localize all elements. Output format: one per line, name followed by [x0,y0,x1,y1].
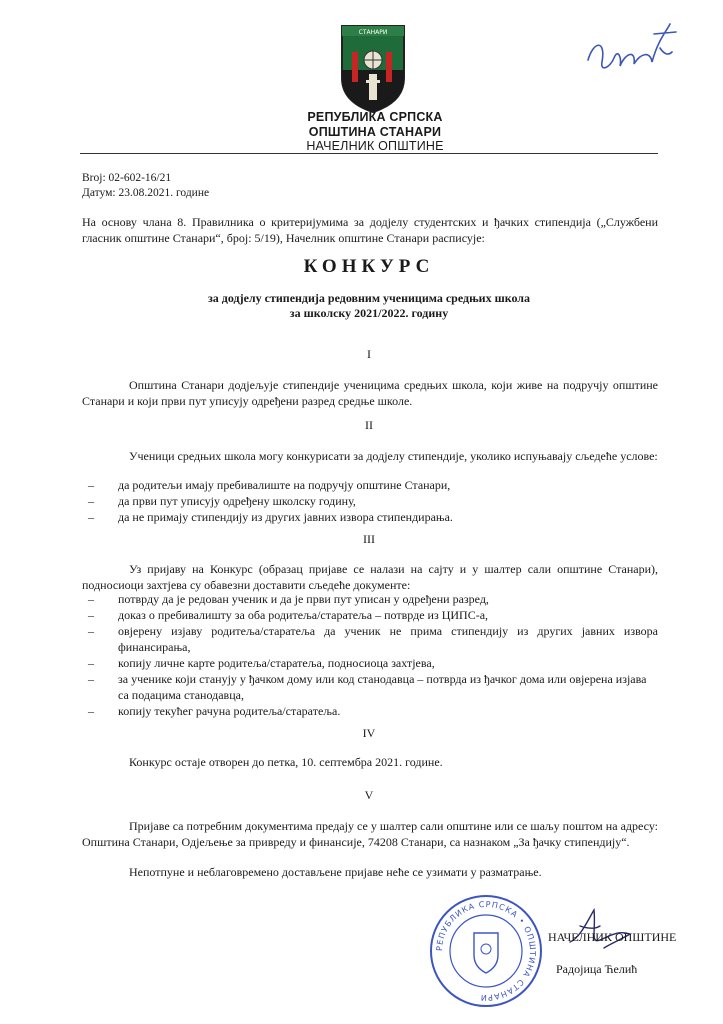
intro-paragraph: На основу члана 8. Правилника о критеријумима за додјелу студентских и ђачких стипендија („Службени гласник општине Станари“, број: 5/19), Начелник општине Станари расписује: [82,215,658,245]
section-4-text: Конкурс остаје отворен до петка, 10. септембра 2021. године. [129,755,443,769]
document-page: СТАНАРИ РЕПУБЛИКА СРПСКА ОПШТИНА СТАНАРИ НАЧЕЛНИК ОПШТИНЕ Broj: 02-602-16/21 Датум: 23.08.2021. године На основу члана 8. Правилника о критеријумима за додјелу студентских и ђачких стипендија („Службени гласник општине Станари“, број: 5/19), Начелник општине Станари расписује: КОНКУРС за додјелу стипендија редовним ученицима средњих школа за школску 2021/2022. годину I Општина Станари додјељује стипендије ученицима средњих школа, који живе на подручју општине Станари и који први пут уписују одређени разред средње школе. II Ученици средњих школа могу конкурисати за додјелу стипендије, уколико испуњавају сљедеће услове: – да родитељи имају пребивалиште на подручју општине Станари, – да први пут уписују одређену школску годину, – да не примају стипендију из других јавних извора стипендирања. III Уз пријаву на Конкурс (образац пријаве се налази на сајту и у шалтер сали општине Станари), подносиоци захтјева су обавезни доставити сљедеће документе: – потврду да је редован ученик и да је први пут уписан у одређени разред, – доказ о пребивалишту за оба родитеља/старатеља – потврде из ЦИПС-а, – овјерену изјаву родитеља/старатеља да ученик не прима стипендију из других јавних извора финансирања, – копију личне карте родитеља/старатеља, подносиоца захтјева, – за ученике који станују у ђачком дому или код станодавца – потврда из ђачког дома или овјерена изјава са подацима станодавца, – копију текућег рачуна родитеља/старатеља. IV Конкурс остаје отворен до петка, 10. септембра 2021. године. V Пријаве са потребним документима предају се у шалтер сали општине или се шаљу поштом на адресу: Општина Станари, Одјељење за привреду и финансије, 74208 Станари, са назнаком „За ђачку стипендију“. Непотпуне и неблаговремено достављене пријаве неће се узимати у разматрање. РЕПУБЛИКА СРПСКА • ОПШТИНА СТАНАРИ НАЧЕЛНИК ОПШТИНЕ Радојица Ћелић [0,0,723,1024]
handwritten-signature-icon [580,10,690,90]
subtitle-line2: за школску 2021/2022. годину [289,306,449,320]
document-date: Датум: 23.08.2021. године [82,187,210,199]
header-office: НАЧЕЛНИК ОПШТИНЕ [306,139,444,153]
document-title: КОНКУРС [303,256,435,277]
document-number: Broj: 02-602-16/21 [82,172,172,184]
section-1-number: I [367,347,371,361]
section-5-number: V [364,788,374,802]
section-2-text: Ученици средњих школа могу конкурисати за додјелу стипендије, уколико испуњавају сљедеће услове: [129,449,658,463]
signatory-role: НАЧЕЛНИК ОПШТИНЕ [548,930,677,944]
coat-of-arms-icon [338,22,408,114]
stamp-text: РЕПУБЛИКА СРПСКА • ОПШТИНА СТАНАРИ [434,899,538,1003]
crest-label: СТАНАРИ [358,29,388,36]
section-4-number: IV [362,726,376,740]
section-5-note: Непотпуне и неблаговремено достављене пријаве неће се узимати у разматрање. [129,865,542,879]
section-3-text: Уз пријаву на Конкурс (образац пријаве се налази на сајту и у шалтер сали општине Станари), подносиоци захтјева су обавезни доставити сљедеће документе: [82,562,658,592]
header-municipality: ОПШТИНА СТАНАРИ [308,125,442,139]
section-3-number: III [363,532,375,546]
header-republic: РЕПУБЛИКА СРПСКА [307,110,443,124]
section-5-text: Пријаве са потребним документима предају се у шалтер сали општине или се шаљу поштом на адресу: Општина Станари, Одјељење за привреду и финансије, 74208 Станари, са назнаком „За ђачку стипендију“. [82,819,658,849]
official-stamp-icon [428,893,544,1009]
subtitle-line1: за додјелу стипендија редовним ученицима средњих школа [207,291,531,305]
header-divider [80,153,658,154]
section-2-number: II [365,418,373,432]
signatory-name: Радојица Ћелић [556,962,638,976]
section-1-text: Општина Станари додјељује стипендије ученицима средњих школа, који живе на подручју општине Станари и који први пут уписују одређени разред средње школе. [82,378,658,408]
